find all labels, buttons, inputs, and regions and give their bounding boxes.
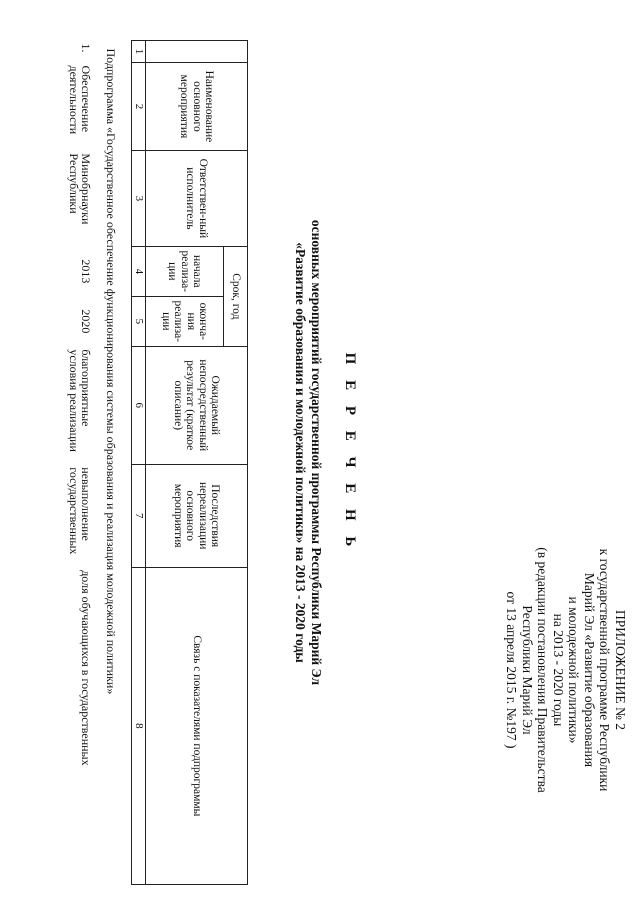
- section-row: [99, 41, 132, 885]
- column-number: 4: [132, 246, 146, 296]
- header-term: Срок, год: [224, 246, 248, 346]
- row-consequences: невыполнение государственных: [67, 467, 94, 555]
- header-end-year: оконча-ния реализа-ции: [146, 296, 224, 346]
- row-end-year: 2020: [79, 309, 94, 334]
- subtitle-line-1: основных мероприятий государственной программы Республики Марий Эл: [309, 219, 324, 686]
- row-expected-result: благоприятные условия реализации: [67, 349, 94, 452]
- column-number: 8: [132, 567, 146, 884]
- appendix-line: Республики Марий Эл: [520, 605, 535, 735]
- appendix-line: к государственной программе Республики: [597, 548, 613, 792]
- appendix-block: [504, 460, 628, 880]
- subprogram-title: Подпрограмма «Государственное обеспечение функционирования системы образования и реализация молодежной политики»: [104, 48, 118, 695]
- appendix-line: ПРИЛОЖЕНИЕ № 2: [613, 609, 628, 731]
- header-col-1: [146, 41, 248, 63]
- document-subtitle: [292, 0, 324, 905]
- row-measure-name: Обеспечение деятельности: [67, 65, 94, 135]
- subtitle-line-2: «Развитие образования и молодежной политики» на 2013 - 2020 годы: [293, 242, 308, 663]
- header-start-year: начала реализа-ции: [146, 246, 224, 296]
- column-number: 7: [132, 464, 146, 567]
- row-indicator-link: доля обучающихся в государственных: [79, 570, 94, 766]
- column-number: 2: [132, 62, 146, 150]
- row-number: 1.: [79, 43, 94, 53]
- column-number: 5: [132, 296, 146, 346]
- table-row: [68, 41, 99, 885]
- column-number: 3: [132, 150, 146, 246]
- appendix-line: на 2013 - 2020 годы: [551, 613, 566, 727]
- measures-table: [68, 40, 249, 885]
- header-measure-name: Наименование основного мероприятия: [146, 62, 248, 150]
- header-indicator-link: Связь с показателями подпрограммы: [146, 567, 248, 884]
- header-executor: Ответствен-ный исполнитель: [146, 150, 248, 246]
- row-start-year: 2013: [79, 259, 94, 284]
- appendix-line: Марий Эл «Развитие образования: [582, 572, 597, 768]
- header-consequences: Последствия нереализации основного мероприятия: [146, 464, 248, 567]
- column-number-row: [132, 41, 146, 885]
- column-number: 6: [132, 346, 146, 464]
- document-title: П Е Р Е Ч Е Н Ь: [342, 352, 358, 553]
- header-expected-result: Ожидаемый непосредственный результат (краткое описание): [146, 346, 248, 464]
- appendix-line: и молодежной политики»: [566, 596, 582, 744]
- column-number: 1: [132, 41, 146, 63]
- appendix-line: (в редакции постановления Правительства: [535, 547, 551, 793]
- appendix-line: от 13 апреля 2015 г. №197 ): [504, 591, 520, 749]
- row-executor: Минобрнауки Республики: [67, 153, 94, 225]
